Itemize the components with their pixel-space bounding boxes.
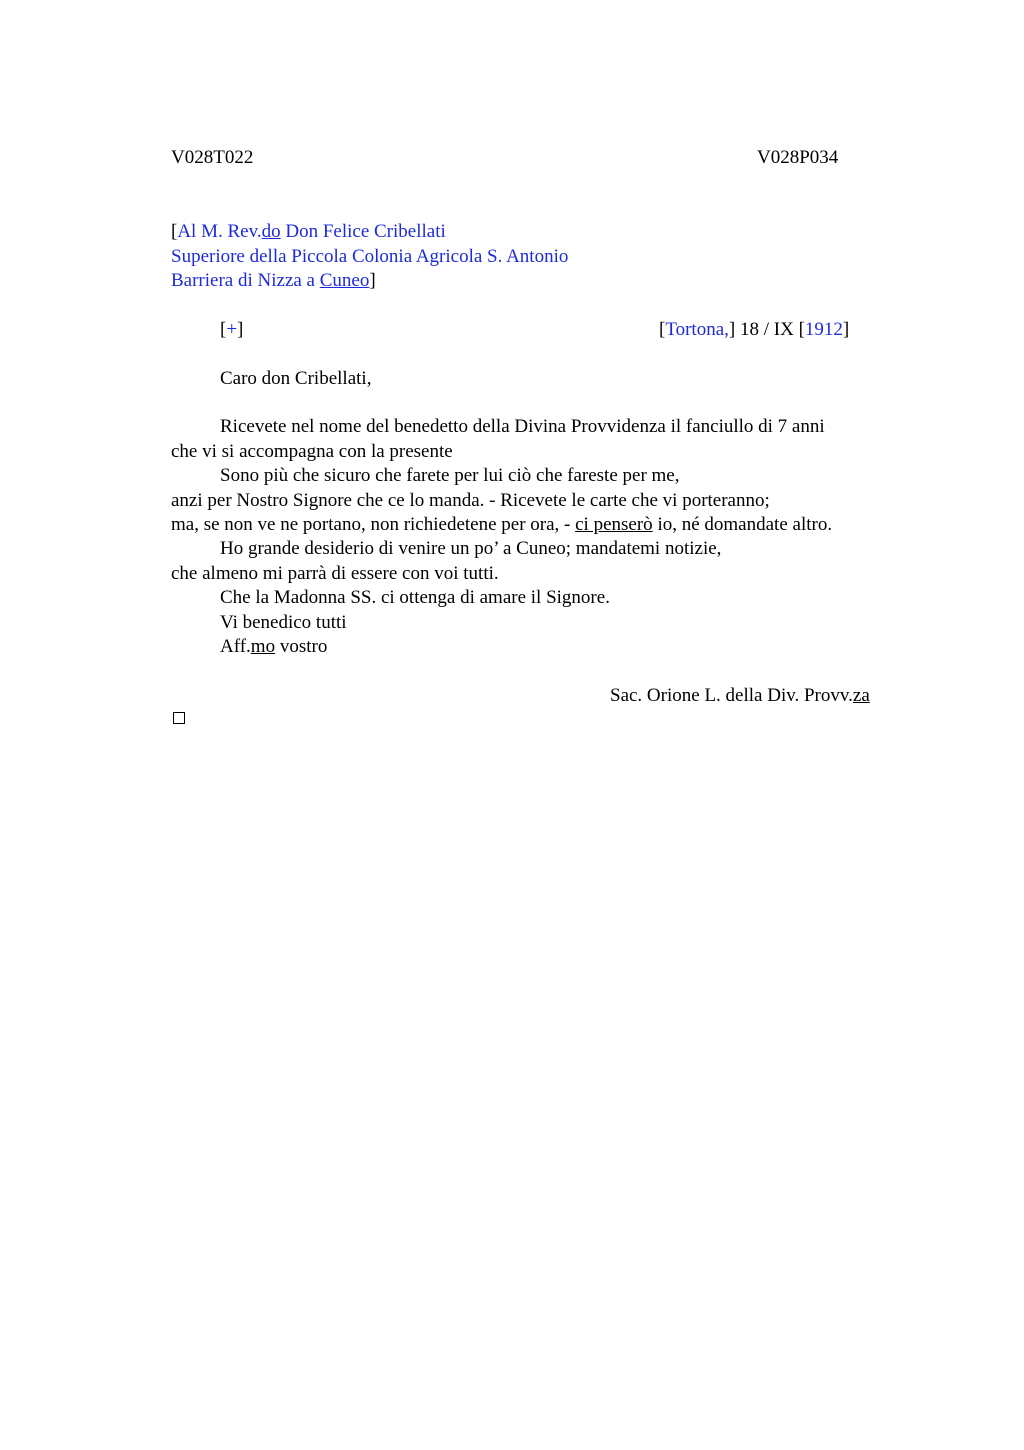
signature-text: Sac. Orione L. della Div. Provv. [610, 685, 853, 706]
body-line: Sono più che sicuro che farete per lui ciò che fareste per me, [220, 465, 680, 486]
body-line: Ricevete nel nome del benedetto della Divina Provvidenza il fanciullo di 7 anni [220, 416, 825, 437]
salutation: Caro don Cribellati, [220, 368, 372, 389]
body-line: che almeno mi parrà di essere con voi tutti. [171, 563, 499, 584]
body-line [171, 513, 832, 537]
dateline-date: 18 / IX [735, 319, 799, 340]
address-street: Barriera di Nizza a [171, 270, 320, 291]
dateline: [Tortona,] 18 / IX [1912] [659, 319, 850, 340]
body-line: Vi benedico tutti [220, 612, 347, 633]
body-line: anzi per Nostro Signore che ce lo manda. - Ricevete le carte che vi porteranno; [171, 490, 770, 511]
document-code-left: V028T022 [171, 147, 254, 168]
address-line-2: Superiore della Piccola Colonia Agricola S. Antonio [171, 246, 569, 267]
address-city: Cuneo [319, 270, 370, 291]
underlined-phrase: ci penserò [575, 514, 653, 535]
closing-text: vostro [275, 636, 328, 657]
address-line-1: [Al M. Rev.do Don Felice Cribellati [171, 221, 446, 242]
closing [220, 635, 327, 659]
signature-abbrev: za [852, 685, 870, 706]
dateline-year: 1912 [804, 319, 843, 340]
cross-symbol: + [226, 319, 238, 340]
cross-mark: [+] [220, 319, 244, 340]
closing-abbrev: mo [250, 636, 276, 657]
address-recipient-name: Don Felice Cribellati [280, 221, 446, 242]
closing-text: Aff. [220, 636, 251, 657]
end-marker-checkbox-icon [173, 712, 185, 724]
body-text: ma, se non ve ne portano, non richiedetene per ora, - [171, 514, 576, 535]
body-line: Ho grande desiderio di venire un po’ a Cuneo; mandatemi notizie, [220, 538, 722, 559]
body-line: che vi si accompagna con la presente [171, 441, 453, 462]
body-line: Che la Madonna SS. ci ottenga di amare il Signore. [220, 587, 610, 608]
body-text: io, né domandate altro. [652, 514, 833, 535]
address-abbrev-superscript: do [261, 221, 281, 242]
address-title: Al M. Rev. [177, 221, 262, 242]
dateline-place: Tortona, [665, 319, 729, 340]
signature [610, 684, 870, 708]
address-line-3: Barriera di Nizza a Cuneo] [171, 270, 376, 291]
page-code-right: V028P034 [757, 147, 839, 168]
